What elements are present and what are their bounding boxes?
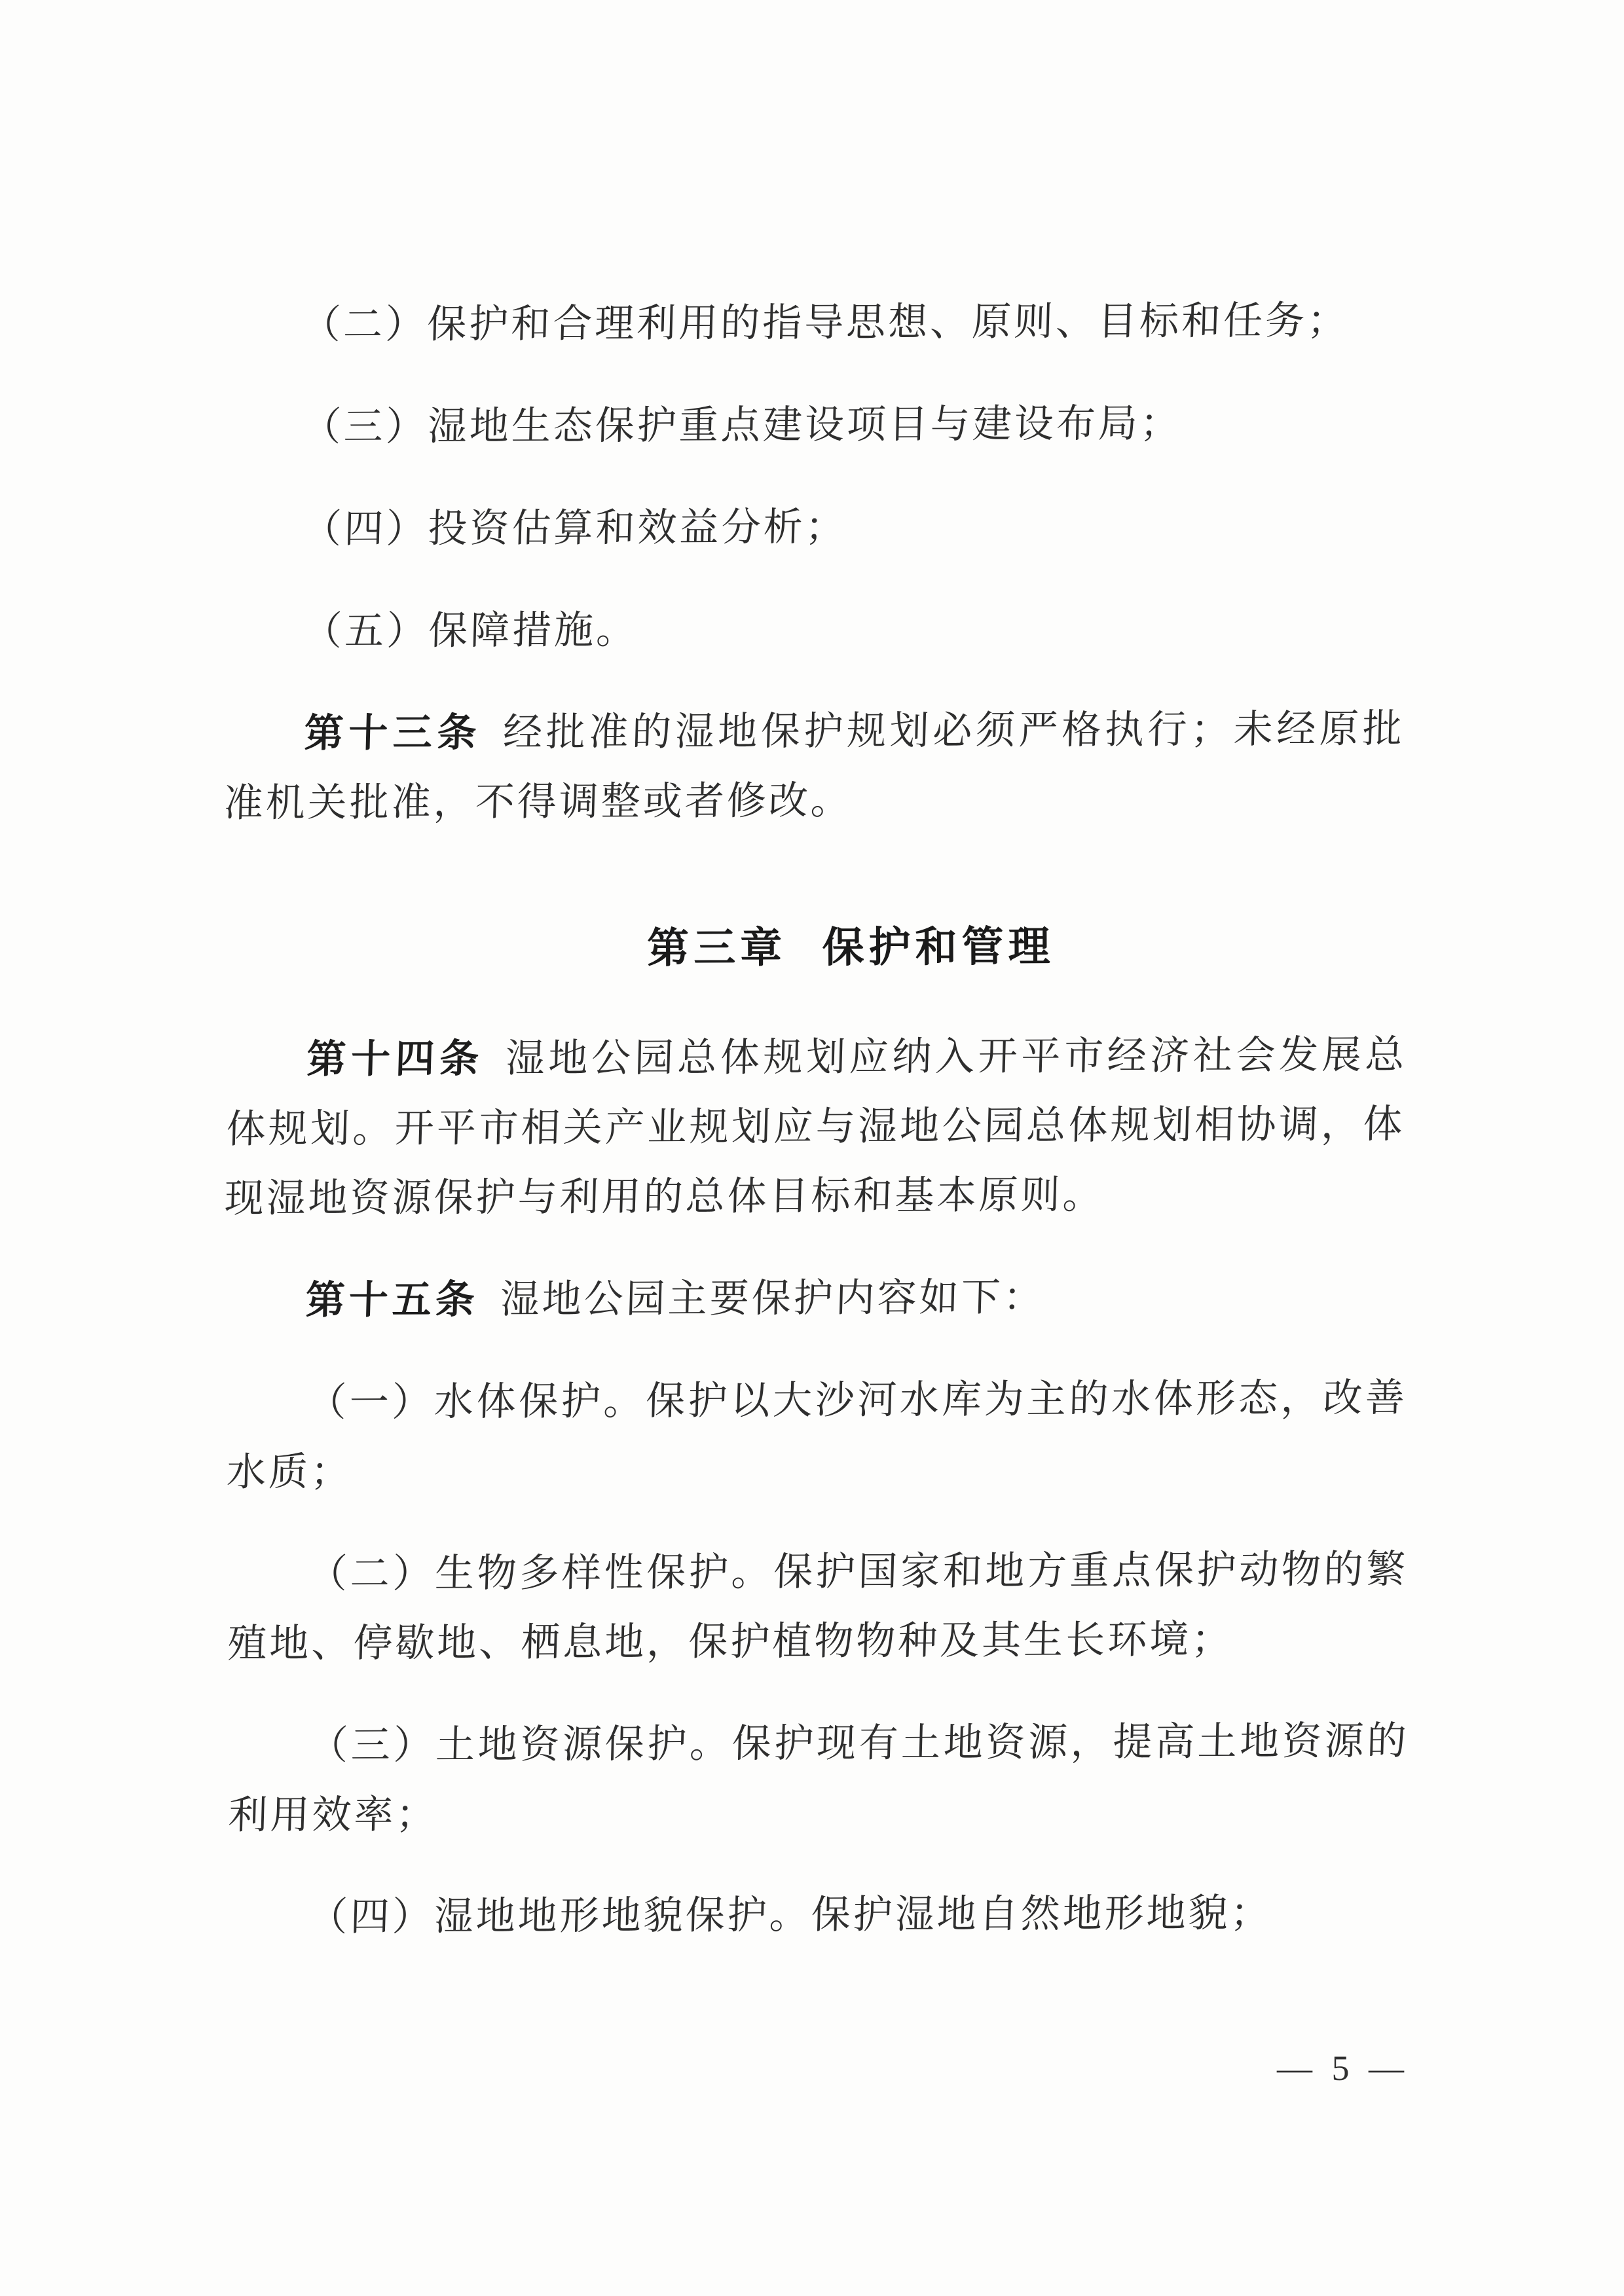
document-body <box>223 285 1409 1985</box>
chapter-heading <box>261 910 1440 985</box>
list-item-plan-2: （二）保护和合理利用的指导思想、原则、目标和任务； <box>301 299 1350 347</box>
list-item-plan-5: （五）保障措施。 <box>302 608 639 653</box>
article-15-paragraph <box>226 1261 1407 1336</box>
page-number: — 5 — <box>1277 2049 1409 2088</box>
list-item-protect-4: （四）湿地地形地貌保护。保护湿地自然地形地貌； <box>307 1891 1273 1939</box>
article-13-label: 第十三条 <box>303 710 483 756</box>
article-14-label: 第十四条 <box>306 1036 485 1082</box>
article-15-text: 湿地公园主要保护内容如下： <box>499 1275 1046 1322</box>
article-15-label: 第十五条 <box>304 1277 479 1322</box>
list-item-protect-2: （二）生物多样性保护。保护国家和地方重点保护动物的繁殖地、停歇地、栖息地，保护植物物种及其生长环境； <box>227 1548 1409 1666</box>
list-item-protect-1: （一）水体保护。保护以大沙河水库为主的水体形态，改善水质； <box>226 1376 1408 1494</box>
chapter-title: 保护和管理 <box>822 922 1055 971</box>
chapter-number: 第三章 <box>647 924 787 972</box>
article-13-paragraph <box>223 694 1405 838</box>
article-13-text: 经批准的湿地保护规划必须严格执行；未经原批准机关批准，不得调整或者修改。 <box>223 707 1405 825</box>
article-14-paragraph <box>223 1020 1408 1233</box>
list-item-plan-3: （三）湿地生态保护重点建设项目与建设布局； <box>301 401 1183 449</box>
list-item-protect-3: （三）土地资源保护。保护现有土地资源，提高土地资源的利用效率； <box>227 1719 1410 1837</box>
article-14-text: 湿地公园总体规划应纳入开平市经济社会发展总体规划。开平市相关产业规划应与湿地公园总体规划相协调，体现湿地资源保护与利用的总体目标和基本原则。 <box>223 1033 1408 1220</box>
list-item-plan-4: （四）投资估算和效益分析； <box>301 505 848 551</box>
